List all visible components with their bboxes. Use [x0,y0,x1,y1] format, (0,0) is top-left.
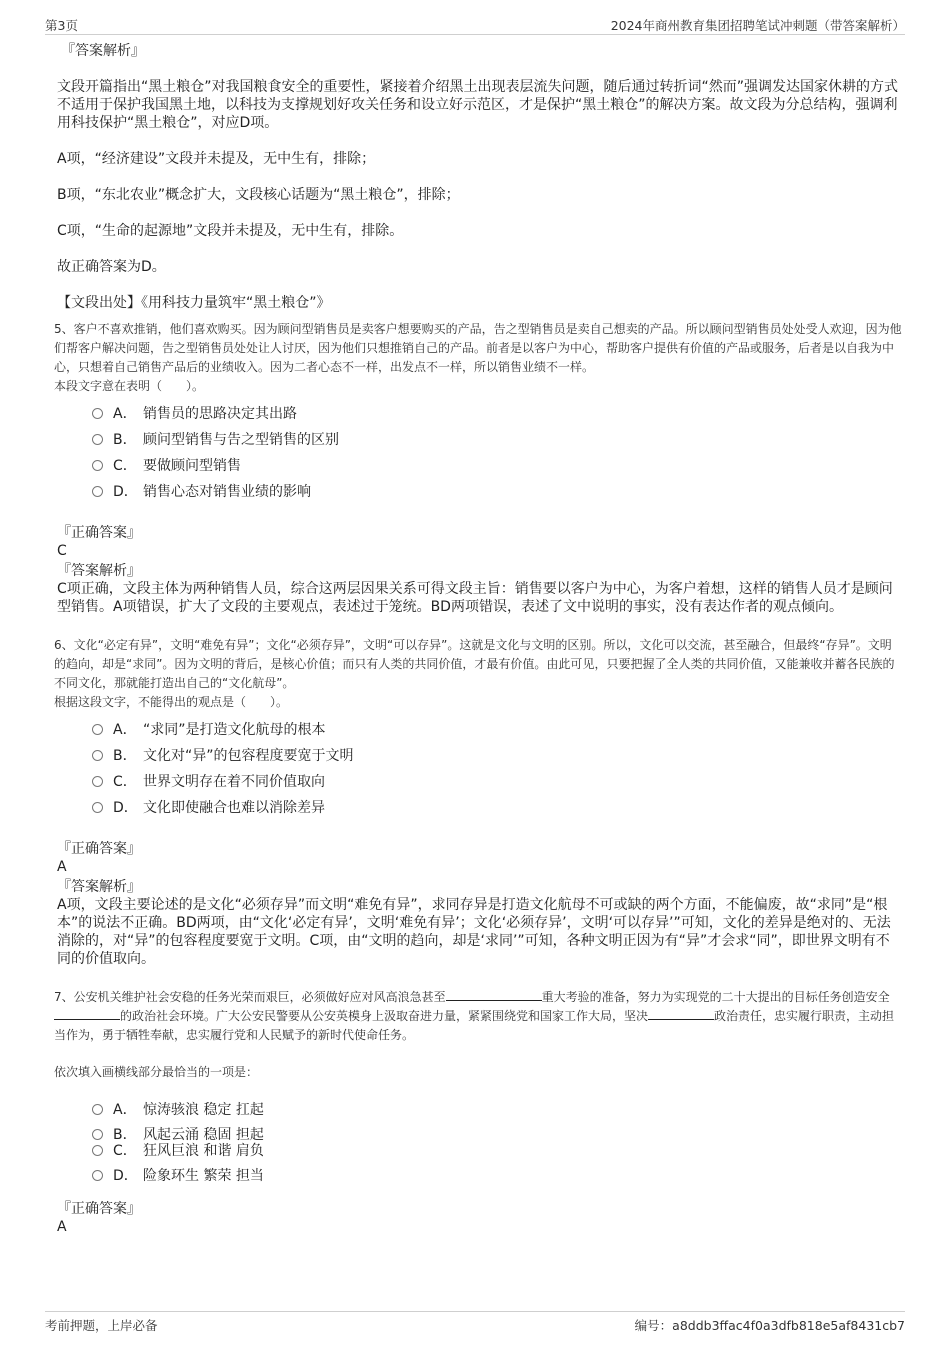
answer-section [57,840,902,968]
question-prompt: 依次填入画横线部分最恰当的一项是： [54,1065,259,1079]
footer-slogan: 考前押题，上岸必备 [45,1318,158,1333]
analysis-text: C项正确，文段主体为两种销售人员，综合这两层因果关系可得文段主旨：销售要以客户为中心，为客户着想，这样的销售人员才是顾问型销售。A项错误，扩大了文段的主要观点，表述过于笼统。BD两项错误，表述了文中说明的事实，没有表达作者的观点倾向。 [57,581,893,615]
q4-analysis [57,42,902,312]
answer-value: A [57,1219,67,1235]
analysis-label: 『答案解析』 [57,563,141,579]
radio-icon[interactable] [92,408,103,419]
answer-label: 『正确答案』 [57,841,141,857]
answer-section [57,524,902,616]
radio-icon[interactable] [92,776,103,787]
option-c[interactable]: C． 世界文明存在着不同价值取向 [92,768,902,794]
analysis-text: 文段开篇指出“黑土粮仓”对我国粮食安全的重要性，紧接着介绍黑土出现表层流失问题，随后通过转折词“然而”强调发达国家休耕的方式不适用于保护我国黑土地，以科技为支撑规划好攻关任务和设立好示范区，才是保护“黑土粮仓”的解决方案。故文段为分总结构，强调利用科技保护“黑土粮仓”，对应D项。 [57,79,899,131]
conclusion-text: 故正确答案为D。 [57,259,166,275]
answer-label: 『正确答案』 [57,1201,141,1217]
answer-label: 『正确答案』 [57,525,141,541]
radio-icon[interactable] [92,802,103,813]
analysis-text: A项，文段主要论述的是文化“必须存异”而文明“难免有异”，求同存异是打造文化航母不可或缺的两个方面，不能偏废，故“求同”是“根本”的说法不正确。BD两项，由“文化‘必定有异’，文明‘难免有异’；文化‘必须存异’，文明‘可以存异’”可知，文化的差异是绝对的、无法消除的，对“异”的包容程度要宽于文明。C项，由“文明的趋向，却是‘求同’”可知，各种文明正因为有“异”才会求“同”，即世界文明有不同的价值取向。 [57,897,891,967]
fill-blank-2 [54,1007,120,1020]
question-prompt: 本段文字意在表明（ ）。 [54,379,205,393]
radio-icon[interactable] [92,460,103,471]
answer-section [57,1200,902,1236]
fill-blank-3 [648,1007,714,1020]
radio-icon[interactable] [92,486,103,497]
question-stem: 5、客户不喜欢推销，他们喜欢购买。因为顾问型销售员是卖客户想要购买的产品，告之型销售员是卖自己想卖的产品。所以顾问型销售员处处受人欢迎，因为他们帮客户解决问题，告之型销售员处处让人讨厌，因为他们只想推销自己的产品。前者是以客户为中心，帮助客户提供有价值的产品或服务，后者是以自我为中心，只想着自己销售产品后的业绩收入。因为二者心态不一样，出发点不一样，所以销售业绩不一样。 [54,322,902,374]
page-number: 第3页 [45,18,78,33]
option-d[interactable]: D． 险象环生 繁荣 担当 [92,1162,902,1188]
radio-icon[interactable] [92,724,103,735]
document-title: 2024年商州教育集团招聘笔试冲刺题（带答案解析） [610,18,905,33]
question-stem: 6、文化“必定有异”，文明“难免有异”；文化“必须存异”，文明“可以存异”。这就是文化与文明的区别。所以，文化可以交流，甚至融合，但最终“存异”。文明的趋向，却是“求同”。因为文明的背后，是核心价值；而只有人类的共同价值，才最有价值。由此可见，只要把握了全人类的共同价值，又能兼收并蓄各民族的不同文化，那就能打造出自己的“文化航母”。 [54,638,895,690]
option-a[interactable]: A． “求同”是打造文化航母的根本 [92,716,902,742]
radio-icon[interactable] [92,1104,103,1115]
option-a[interactable]: A． 惊涛骇浪 稳定 扛起 [92,1096,902,1122]
option-d[interactable]: D． 销售心态对销售业绩的影响 [92,478,902,504]
page-header [45,14,905,35]
radio-icon[interactable] [92,1129,103,1140]
radio-icon[interactable] [92,750,103,761]
source-text: 【文段出处】《用科技力量筑牢“黑土粮仓”》 [57,295,331,311]
analysis-option-c: C项，“生命的起源地”文段并未提及，无中生有，排除。 [57,223,404,239]
answer-value: A [57,859,67,875]
page-content [54,42,902,1236]
analysis-option-b: B项，“东北农业”概念扩大，文段核心话题为“黑土粮仓”，排除； [57,187,460,203]
analysis-label: 『答案解析』 [61,43,145,59]
answer-value: C [57,543,67,559]
question-7 [54,988,902,1236]
option-b[interactable]: B． 风起云涌 稳固 担起 [92,1126,902,1142]
radio-icon[interactable] [92,434,103,445]
question-6 [54,636,902,968]
analysis-label: 『答案解析』 [57,879,141,895]
question-stem: 7、公安机关维护社会安稳的任务光荣而艰巨，必须做好应对风高浪急甚至 重大考验的准备，努力为实现党的二十大提出的目标任务创造安全的政治社会环境。广大公安民警要从公安英模身上汲取奋进力量，紧紧围绕党和国家工作大局，坚决 政治责任，忠实履行职责，主动担当作为，勇于牺牲奉献，忠实履行党和人民赋予的新时代使命任务。 [54,990,895,1042]
options-list [92,716,902,820]
analysis-option-a: A项，“经济建设”文段并未提及，无中生有，排除； [57,151,376,167]
option-c[interactable]: C． 狂风巨浪 和谐 肩负 [92,1142,902,1158]
radio-icon[interactable] [92,1170,103,1181]
radio-icon[interactable] [92,1145,103,1156]
document-id: 编号：a8ddb3ffac4f0a3dfb818e5af8431cb7 [634,1318,905,1333]
option-d[interactable]: D． 文化即使融合也难以消除差异 [92,794,902,820]
option-a[interactable]: A． 销售员的思路决定其出路 [92,400,902,426]
options-list [92,400,902,504]
page-footer [45,1311,905,1334]
options-list [92,1096,902,1188]
question-5 [54,320,902,616]
option-b[interactable]: B． 文化对“异”的包容程度要宽于文明 [92,742,902,768]
question-prompt: 根据这段文字，不能得出的观点是（ ）。 [54,695,289,709]
option-c[interactable]: C． 要做顾问型销售 [92,452,902,478]
option-b[interactable]: B． 顾问型销售与告之型销售的区别 [92,426,902,452]
fill-blank-1 [446,988,542,1001]
